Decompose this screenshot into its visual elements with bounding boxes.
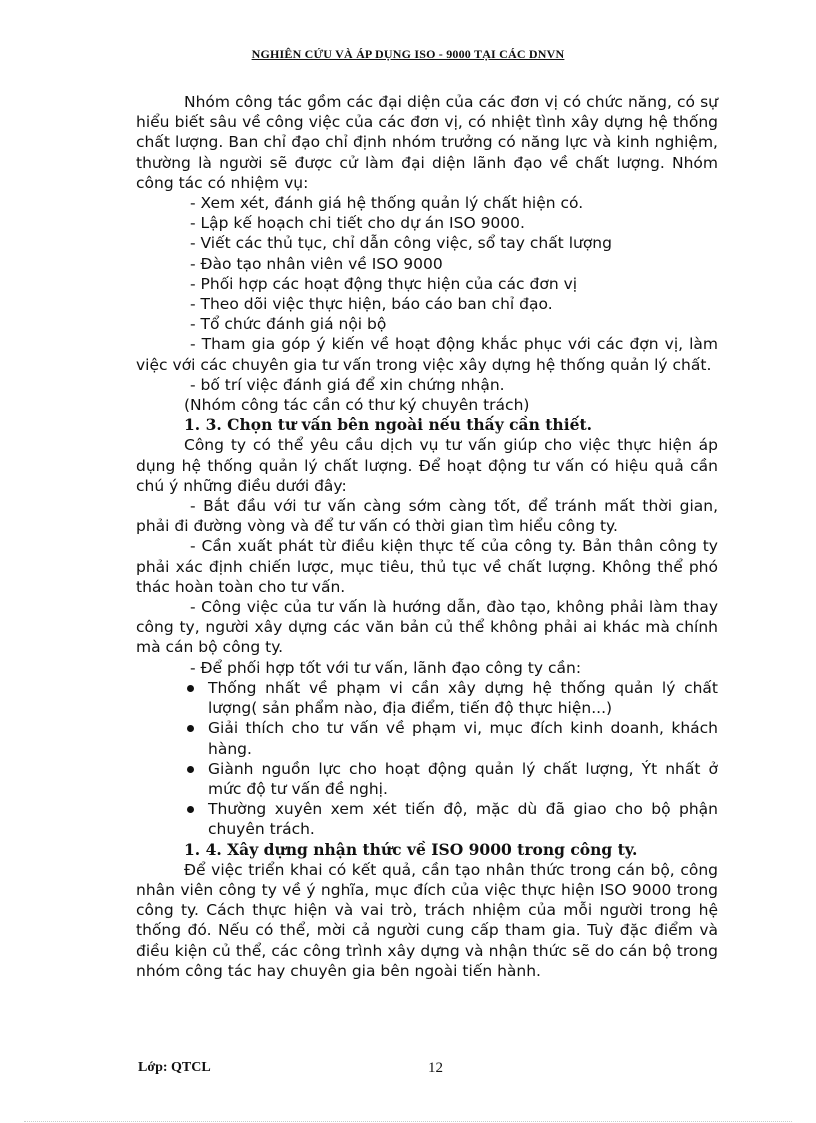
section-1-3-heading: 1. 3. Chọn tư vấn bên ngoài nếu thấy cần thiết. [184, 415, 592, 435]
task-item: - Lập kế hoạch chi tiết cho dự án ISO 9000. [190, 214, 525, 233]
bullet-list [136, 678, 718, 840]
task-item: - Viết các thủ tục, chỉ dẫn công việc, sổ tay chất lượng [190, 234, 612, 253]
page-header-title: NGHIÊN CỨU VÀ ÁP DỤNG ISO - 9000 TẠI CÁC DNVN [251, 47, 565, 61]
advice-item: - Cần xuất phát từ điều kiện thực tế của công ty. Bản thân công ty phải xác định chiến lược, mục tiêu, thủ tục về chất lượng. Không thể phó thác hoàn toàn cho tư vấn. [136, 537, 718, 596]
task-item: - Đào tạo nhân viên về ISO 9000 [190, 254, 443, 273]
bullet-text: Thường xuyên xem xét tiến độ, mặc dù đã giao cho bộ phận chuyên trách. [208, 800, 718, 839]
bullet-dot-icon [187, 685, 194, 692]
page-content [136, 92, 718, 981]
task-item: - Phối hợp các hoạt động thực hiện của các đơn vị [190, 274, 578, 293]
advice-item: - Công việc của tư vấn là hướng dẫn, đào tạo, không phải làm thay công ty, người xây dựng các văn bản củ thể không phải ai khác mà chính mà cán bộ công ty. [136, 598, 718, 657]
bullet-dot-icon [187, 766, 194, 773]
section-1-3-intro: Công ty có thể yêu cầu dịch vụ tư vấn giúp cho việc thực hiện áp dụng hệ thống quản lý chất lượng. Để hoạt động tư vấn có hiệu quả cần chú ý những điều dưới đây: [136, 436, 718, 495]
task-item: - Xem xét, đánh giá hệ thống quản lý chất hiện có. [190, 194, 584, 213]
section-1-4-heading: 1. 4. Xây dựng nhận thức về ISO 9000 trong công ty. [184, 839, 638, 859]
footer-class-label: Lớp: QTCL [138, 1060, 211, 1075]
task-item: - Theo dõi việc thực hiện, báo cáo ban chỉ đạo. [190, 295, 553, 314]
note-text: (Nhóm công tác cần có thư ký chuyên trách) [184, 396, 530, 415]
task-item: - Tổ chức đánh giá nội bộ [190, 315, 387, 334]
bullet-dot-icon [187, 806, 194, 813]
section-1-4-paragraph: Để việc triển khai có kết quả, cần tạo nhân thức trong cán bộ, công nhân viên công ty về ý nghĩa, mục đích của việc thực hiện ISO 9000 trong công ty. Cách thực hiện và vai trò, trách nhiệm của mỗi người trong hệ thống đó. Nếu có thể, mời cả người cung cấp tham gia. Tuỳ đặc điểm và điều kiện củ thể, các công trình xây dựng và nhận thức sẽ do cán bộ trong nhóm công tác hay chuyên gia bên ngoài tiến hành. [136, 860, 718, 980]
advice-item: - Để phối hợp tốt với tư vấn, lãnh đạo công ty cần: [190, 658, 582, 677]
intro-paragraph: Nhóm công tác gồm các đại diện của các đơn vị có chức năng, có sự hiểu biết sâu về công việc của các đơn vị, có nhiệt tình xây dựng hệ thống chất lượng. Ban chỉ đạo chỉ định nhóm trưởng có năng lực và kinh nghiệm, thường là người sẽ được cử làm đại diện lãnh đạo về chất lượng. Nhóm công tác có nhiệm vụ: [136, 93, 718, 192]
bullet-text: Thống nhất về phạm vi cần xây dựng hệ thống quản lý chất lượng( sản phẩm nào, địa điểm, tiến độ thực hiện...) [208, 678, 718, 718]
bullet-item [136, 799, 718, 839]
task-item: - Tham gia góp ý kiến về hoạt động khắc phục với các đợn vị, làm việc với các chuyên gia tư vấn trong việc xây dựng hệ thống quản lý chất. [136, 335, 718, 374]
advice-item: - Bắt đầu với tư vấn càng sớm càng tốt, để tránh mất thời gian, phải đi đường vòng và để tư vấn có thời gian tìm hiểu công ty. [136, 497, 718, 536]
bullet-item [136, 718, 718, 758]
bullet-text: Giành nguồn lực cho hoạt động quản lý chất lượng, Ýt nhất ở mức độ tư vấn đề nghị. [208, 759, 718, 798]
bullet-item [136, 759, 718, 799]
bullet-dot-icon [187, 725, 194, 732]
bullet-text: Giải thích cho tư vấn về phạm vi, mục đích kinh doanh, khách hàng. [208, 719, 718, 758]
bullet-item [136, 678, 718, 718]
page-bottom-divider [24, 1121, 792, 1122]
page-number: 12 [428, 1060, 443, 1076]
task-item: - bố trí việc đánh giá để xin chứng nhận. [190, 375, 505, 394]
